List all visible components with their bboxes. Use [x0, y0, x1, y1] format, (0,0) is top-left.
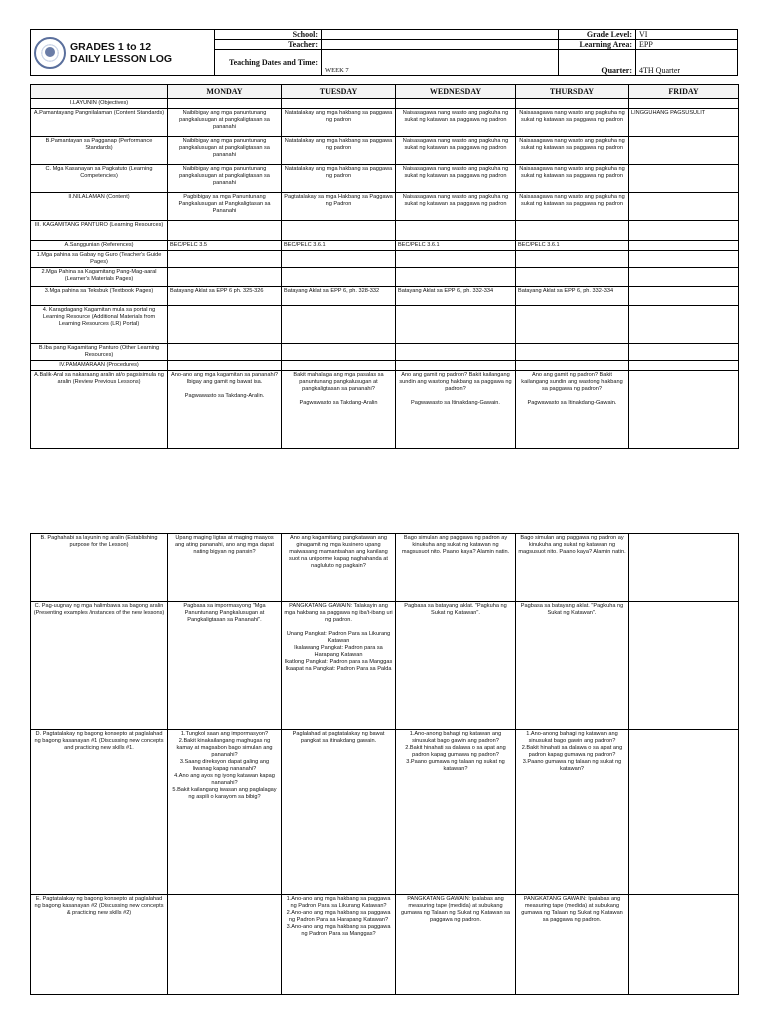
lesson-cell[interactable]: Naisasagawa nang wasto ang pagkuha ng sukat ng katawan sa paggawa ng padron	[396, 193, 516, 221]
deped-seal-icon	[34, 37, 66, 69]
lesson-cell[interactable]	[282, 361, 396, 371]
lesson-cell[interactable]: Naisasagawa nang wasto ang pagkuha ng sukat ng katawan sa paggawa ng padron	[396, 165, 516, 193]
lesson-cell[interactable]: BEC/PELC 3.6.1	[396, 241, 516, 251]
lesson-cell[interactable]: Batayang Aklat sa EPP 6, ph. 332-334	[396, 287, 516, 306]
lesson-row	[31, 306, 739, 344]
lesson-cell[interactable]: Natatalakay ang mga hakbang sa paggawa ng padron	[282, 137, 396, 165]
lesson-cell[interactable]	[629, 193, 739, 221]
lesson-cell[interactable]: BEC/PELC 3.6.1	[282, 241, 396, 251]
learning-area-value[interactable]: EPP	[636, 40, 738, 50]
lesson-cell[interactable]: PANGKATANG GAWAIN: Ipalabas ang measuring tape (medida) at subukang gumawa ng Talaan ng Sukat ng Katawan sa paggawa ng padron.	[516, 895, 629, 995]
lesson-cell[interactable]: PANGKATANG GAWAIN: Talakayin ang mga hakbang sa paggawa ng iba't-ibang uri ng padron. Unang Pangkat: Padron Para sa Likurang Katawan Ikalawang Pangkat: Padron para sa Harapang Katawan Ikatlong Pangkat: Padron para sa Manggas Ikaapat na Pangkat: Padron Para sa Palda	[282, 602, 396, 730]
day-header-row	[31, 85, 739, 99]
lesson-cell[interactable]	[629, 361, 739, 371]
lesson-cell[interactable]: Bago simulan ang paggawa ng padron ay kinukuha ang sukat ng katawan ng magsusuot nito. Paano kaya? Alamin natin.	[516, 534, 629, 602]
lesson-cell[interactable]: Pagbasa sa batayang aklat. "Pagkuha ng Sukat ng Katawan".	[516, 602, 629, 730]
lesson-cell[interactable]: Upang maging ligtas at maging maayos ang ating pananahi, ano ang mga dapat nating bigyan ng pansin?	[168, 534, 282, 602]
quarter-label: Quarter:	[559, 50, 636, 76]
lesson-cell[interactable]	[282, 251, 396, 268]
lesson-cell[interactable]: Naisasagawa nang wasto ang pagkuha ng sukat ng katawan sa paggawa ng padron	[516, 109, 629, 137]
teacher-label: Teacher:	[215, 40, 322, 50]
lesson-cell[interactable]: Ano ang kagamitang pangkatawan ang ginagamit ng mga kusinero upang maiwasang mamantsahan ang kanilang suot na uniporme kapag naghahanda at nagluluto ng pagkain?	[282, 534, 396, 602]
lesson-cell[interactable]	[629, 287, 739, 306]
lesson-row	[31, 287, 739, 306]
corner-cell	[31, 85, 168, 99]
row-label: A.Sanggunian (References)	[31, 241, 168, 251]
row-label: IV.PAMAMARAAN (Procedures)	[31, 361, 168, 371]
lesson-cell[interactable]: Ano-ano ang mga kagamitan sa pananahi? Ibigay ang gamit ng bawat isa. Pagwawasto sa Takdang-Aralin.	[168, 371, 282, 449]
lesson-cell[interactable]: 1.Ano-anong bahagi ng katawan ang sinusukat bago gawin ang padron? 2.Bakit hinahati sa dalawa o sa apat ang padron kapag gumawa ng padron? 3.Paano gumawa ng talaan ng sukat ng katawan?	[516, 730, 629, 895]
school-label: School:	[215, 30, 322, 40]
lesson-cell[interactable]: Pagbasa sa impormasyong "Mga Panuntunang Pangkalusugan at Pangkaligtasan sa Pananahi".	[168, 602, 282, 730]
lesson-cell[interactable]	[629, 602, 739, 730]
lesson-cell[interactable]	[396, 221, 516, 241]
lesson-row	[31, 165, 739, 193]
logo-title-cell	[31, 30, 215, 76]
lesson-cell[interactable]: 1.Ano-anong bahagi ng katawan ang sinusukat bago gawin ang padron? 2.Bakit hinahati sa dalawa o sa apat ang padron kapag gumawa ng padron? 3.Paano gumawa ng talaan ng sukat ng katawan?	[396, 730, 516, 895]
row-label: 4. Karagdagang Kagamitan mula sa portal ng Learning Resource (Additional Materials from Learning Resources (LR) Portal)	[31, 306, 168, 344]
lesson-cell[interactable]	[396, 251, 516, 268]
row-label: B.Iba pang Kagamitang Panturo (Other Learning Resources)	[31, 344, 168, 361]
lesson-cell[interactable]	[629, 241, 739, 251]
lesson-row	[31, 344, 739, 361]
lesson-cell[interactable]: LINGGUHANG PAGSUSULIT	[629, 109, 739, 137]
lesson-cell[interactable]: BEC/PELC 3.5	[168, 241, 282, 251]
row-label: I.LAYUNIN (Objectives)	[31, 99, 168, 109]
lesson-cell[interactable]	[629, 895, 739, 995]
lesson-cell[interactable]	[516, 221, 629, 241]
grade-level-label: Grade Level:	[559, 30, 636, 40]
lesson-cell[interactable]: Naibibigay ang mga panuntunang pangkalusugan at pangkaligtasan sa pananahi	[168, 109, 282, 137]
page-two	[0, 517, 768, 1024]
row-label: III. KAGAMITANG PANTURO (Learning Resources)	[31, 221, 168, 241]
lesson-cell[interactable]: Ano ang gamit ng padron? Bakit kailangang sundin ang wastong hakbang sa paggawa ng padron? Pagwawasto sa Itinakdang-Gawain.	[396, 371, 516, 449]
lesson-cell[interactable]: Naisasagawa nang wasto ang pagkuha ng sukat ng katawan sa paggawa ng padron	[516, 137, 629, 165]
lesson-cell[interactable]	[629, 137, 739, 165]
teacher-value[interactable]	[322, 40, 559, 50]
day-header-thursday: THURSDAY	[516, 85, 629, 99]
page-gap	[0, 500, 768, 517]
lesson-cell[interactable]	[168, 344, 282, 361]
lesson-row	[31, 221, 739, 241]
lesson-cell[interactable]: Pagtatalakay sa mga Hakbang sa Paggawa ng Padron	[282, 193, 396, 221]
lesson-cell[interactable]: 1.Tungkol saan ang impormasyon? 2.Bakit kinakailangang maghugas ng kamay at magsabon bago simulan ang pananahi? 3.Saang direksyon dapat galing ang liwanag kapag nananahi? 4.Ano ang ayos ng iyong katawan kapag nananahi? 5.Bakit kailangang iwasan ang paglalagay ng aspili o karayom sa bibig?	[168, 730, 282, 895]
lesson-row	[31, 193, 739, 221]
day-header-monday: MONDAY	[168, 85, 282, 99]
lesson-cell[interactable]	[629, 730, 739, 895]
day-header-friday: FRIDAY	[629, 85, 739, 99]
lesson-cell[interactable]	[629, 251, 739, 268]
teaching-dates-label: Teaching Dates and Time:	[215, 50, 322, 76]
page-one	[0, 0, 768, 500]
lesson-row	[31, 371, 739, 449]
lesson-cell[interactable]	[396, 268, 516, 287]
row-label: D. Pagtatalakay ng bagong konsepto at paglalahad ng bagong kasanayan #1 (Discussing new concepts and practicing new skills #1.	[31, 730, 168, 895]
lesson-cell[interactable]	[168, 895, 282, 995]
lesson-cell[interactable]	[516, 361, 629, 371]
lesson-row	[31, 109, 739, 137]
lesson-cell[interactable]: Naibibigay ang mga panuntunang pangkalusugan at pangkaligtasan sa pananahi	[168, 137, 282, 165]
lesson-cell[interactable]	[629, 268, 739, 287]
lesson-row	[31, 99, 739, 109]
lesson-cell[interactable]: PANGKATANG GAWAIN: Ipalabas ang measuring tape (medida) at subukang gumawa ng Talaan ng Sukat ng Katawan sa paggawa ng padron.	[396, 895, 516, 995]
grade-level-value[interactable]: VI	[636, 30, 738, 40]
row-label: B.Pamantayan sa Pagganap (Performance Standards)	[31, 137, 168, 165]
lesson-cell[interactable]	[282, 268, 396, 287]
lesson-row	[31, 241, 739, 251]
lesson-cell[interactable]: Naisasagawa nang wasto ang pagkuha ng sukat ng katawan sa paggawa ng padron	[396, 109, 516, 137]
lesson-cell[interactable]: Naibibigay ang mga panuntunang pangkalusugan at pangkaligtasan sa pananahi	[168, 165, 282, 193]
lesson-cell[interactable]	[396, 306, 516, 344]
lesson-cell[interactable]: Pagbibigay sa mga Panuntunang Pangkalusugan at Pangkaligtasan sa Pananahi	[168, 193, 282, 221]
lesson-cell[interactable]: BEC/PELC 3.6.1	[516, 241, 629, 251]
lesson-cell[interactable]	[629, 344, 739, 361]
quarter-value[interactable]: 4TH Quarter	[636, 50, 738, 76]
log-header	[30, 29, 738, 76]
row-label: A.Pamantayang Pangnilalaman (Content Standards)	[31, 109, 168, 137]
lesson-cell[interactable]: 1.Ano-ano ang mga hakbang sa paggawa ng Padron Para sa Likurang Katawan? 2.Ano-ano ang mga hakbang sa paggawa ng Padron Para sa Harapang Katawan? 3.Ano-ano ang mga hakbang sa paggawa ng Padron Para sa Manggas?	[282, 895, 396, 995]
row-label: 2.Mga Pahina sa Kagamitang Pang-Mag-aaral (Learner's Materials Pages)	[31, 268, 168, 287]
lesson-cell[interactable]: Paglalahad at pagtatalakay ng bawat pangkat sa itinakdang gawain.	[282, 730, 396, 895]
lesson-cell[interactable]	[516, 344, 629, 361]
teaching-dates-value[interactable]: WEEK 7	[322, 50, 559, 76]
lesson-cell[interactable]	[282, 306, 396, 344]
title-line-1: GRADES 1 to 12	[70, 40, 152, 53]
lesson-cell[interactable]: Naisasagawa nang wasto ang pagkuha ng sukat ng katawan sa paggawa ng padron	[516, 165, 629, 193]
lesson-cell[interactable]	[629, 306, 739, 344]
lesson-cell[interactable]: Batayang Aklat sa EPP 6 ph. 325-326	[168, 287, 282, 306]
lesson-cell[interactable]	[396, 361, 516, 371]
lesson-cell[interactable]	[629, 534, 739, 602]
lesson-row	[31, 534, 739, 602]
title-line-2: DAILY LESSON LOG	[70, 52, 173, 65]
row-label: II.NILALAMAN (Content)	[31, 193, 168, 221]
lesson-cell[interactable]: Bakit mahalaga ang mga pasalas sa panuntunang pangkalusugan at pangkaligtasan sa pananahi? Pagwawasto sa Takdang-Aralin	[282, 371, 396, 449]
lesson-log-table-page-1	[30, 84, 739, 449]
lesson-cell[interactable]	[516, 99, 629, 109]
lesson-row	[31, 268, 739, 287]
lesson-cell[interactable]	[282, 221, 396, 241]
lesson-row	[31, 361, 739, 371]
lesson-cell[interactable]	[516, 306, 629, 344]
lesson-cell[interactable]	[396, 99, 516, 109]
row-label: 3.Mga pahina sa Teksbuk (Textbook Pages)	[31, 287, 168, 306]
lesson-cell[interactable]	[516, 268, 629, 287]
lesson-row	[31, 602, 739, 730]
lesson-cell[interactable]	[168, 251, 282, 268]
row-label: A.Balik-Aral sa nakaraang aralin at/o pagsisimula ng aralin (Review Previous Lessons)	[31, 371, 168, 449]
lesson-cell[interactable]	[396, 344, 516, 361]
lesson-cell[interactable]	[168, 221, 282, 241]
lesson-cell[interactable]: Pagbasa sa batayang aklat. "Pagkuha ng Sukat ng Katawan".	[396, 602, 516, 730]
lesson-cell[interactable]	[629, 99, 739, 109]
school-value[interactable]	[322, 30, 559, 40]
lesson-cell[interactable]	[629, 221, 739, 241]
lesson-cell[interactable]	[168, 268, 282, 287]
lesson-row	[31, 137, 739, 165]
lesson-cell[interactable]: Natatalakay ang mga hakbang sa paggawa ng padron	[282, 165, 396, 193]
lesson-cell[interactable]	[629, 371, 739, 449]
lesson-log-table-page-2	[30, 533, 739, 995]
day-header-tuesday: TUESDAY	[282, 85, 396, 99]
lesson-cell[interactable]	[516, 251, 629, 268]
lesson-cell[interactable]	[282, 344, 396, 361]
lesson-row	[31, 251, 739, 268]
row-label: 1.Mga pahina sa Gabay ng Guro (Teacher's Guide Pages)	[31, 251, 168, 268]
lesson-cell[interactable]	[168, 361, 282, 371]
lesson-cell[interactable]: Batayang Aklat sa EPP 6, ph. 328-332	[282, 287, 396, 306]
lesson-cell[interactable]: Naisasagawa nang wasto ang pagkuha ng sukat ng katawan sa paggawa ng padron	[516, 193, 629, 221]
lesson-cell[interactable]: Naisasagawa nang wasto ang pagkuha ng sukat ng katawan sa paggawa ng padron	[396, 137, 516, 165]
lesson-cell[interactable]	[282, 99, 396, 109]
lesson-cell[interactable]: Batayang Aklat sa EPP 6, ph. 332-334	[516, 287, 629, 306]
lesson-cell[interactable]: Natatalakay ang mga hakbang sa paggawa ng padron	[282, 109, 396, 137]
lesson-cell[interactable]	[168, 99, 282, 109]
lesson-cell[interactable]: Bago simulan ang paggawa ng padron ay kinukuha ang sukat ng katawan ng magsusuot nito. Paano kaya? Alamin natin.	[396, 534, 516, 602]
lesson-row	[31, 730, 739, 895]
row-label: E. Pagtatalakay ng bagong konsepto at paglalahad ng bagong kasanayan #2 (Discussing new concepts & practicing new skills #2)	[31, 895, 168, 995]
row-label: C. Mga Kasanayan sa Pagkatuto (Learning Competencies)	[31, 165, 168, 193]
day-header-wednesday: WEDNESDAY	[396, 85, 516, 99]
row-label: C. Pag-uugnay ng mga halimbawa sa bagong aralin (Presenting examples /instances of the new lessons)	[31, 602, 168, 730]
lesson-row	[31, 895, 739, 995]
learning-area-label: Learning Area:	[559, 40, 636, 50]
lesson-cell[interactable]: Ano ang gamit ng padron? Bakit kailangang sundin ang wastong hakbang sa paggawa ng padron? Pagwawasto sa Itinakdang-Gawain.	[516, 371, 629, 449]
lesson-cell[interactable]	[629, 165, 739, 193]
lesson-cell[interactable]	[168, 306, 282, 344]
row-label: B. Paghahabi sa layunin ng aralin (Establishing purpose for the Lesson)	[31, 534, 168, 602]
